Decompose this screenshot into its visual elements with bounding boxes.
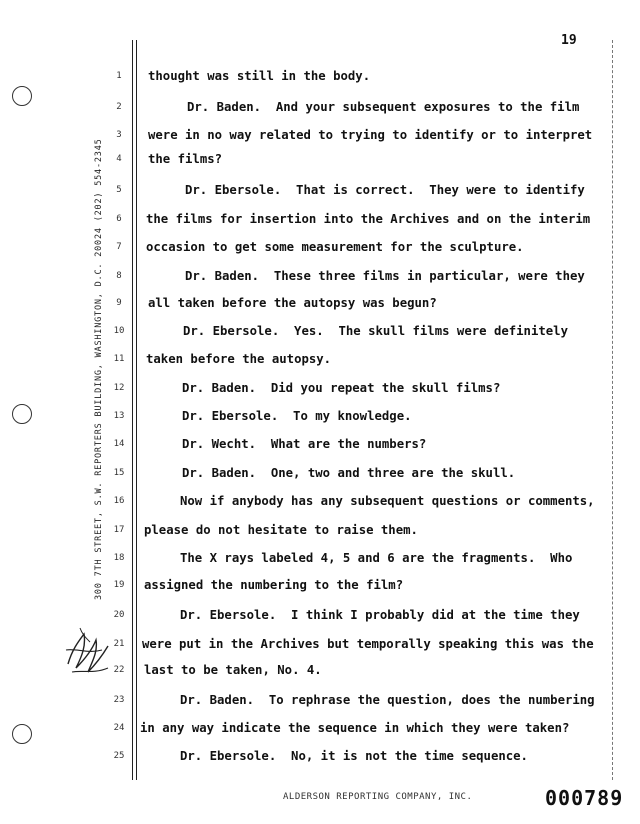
line-number: 3 <box>116 130 122 140</box>
line-number: 15 <box>113 468 125 478</box>
transcript-line: please do not hesitate to raise them. <box>144 523 418 537</box>
transcript-line: Dr. Baden. To rephrase the question, does the numbering <box>180 693 595 707</box>
line-number: 13 <box>113 411 125 421</box>
line-number: 23 <box>113 695 125 705</box>
line-number: 24 <box>113 723 125 733</box>
transcript-line: Dr. Ebersole. To my knowledge. <box>182 409 412 423</box>
transcript-line: Dr. Ebersole. I think I probably did at the time they <box>180 608 580 622</box>
line-number: 14 <box>113 439 125 449</box>
transcript-line: all taken before the autopsy was begun? <box>148 296 437 310</box>
reporter-address-margin: 300 7TH STREET, S.W. REPORTERS BUILDING, WASHINGTON, D.C. 20024 (202) 554-2345 <box>94 138 104 600</box>
transcript-line: in any way indicate the sequence in which they were taken? <box>140 721 570 735</box>
line-number: 18 <box>113 553 125 563</box>
transcript-line: were in no way related to trying to identify or to interpret <box>148 128 593 142</box>
line-number: 12 <box>113 383 125 393</box>
line-number: 21 <box>113 639 125 649</box>
transcript-line: Dr. Ebersole. No, it is not the time sequence. <box>180 749 528 763</box>
line-number: 8 <box>116 271 122 281</box>
transcript-line: the films? <box>148 152 223 166</box>
line-number: 16 <box>113 496 125 506</box>
line-number: 10 <box>113 326 125 336</box>
transcript-line: thought was still in the body. <box>148 69 371 83</box>
punch-hole-middle <box>12 404 32 424</box>
transcript-line: Dr. Ebersole. Yes. The skull films were definitely <box>183 324 568 338</box>
transcript-line: last to be taken, No. 4. <box>144 663 322 677</box>
line-number: 22 <box>113 665 125 675</box>
transcript-line: taken before the autopsy. <box>146 352 332 366</box>
line-number: 11 <box>113 354 125 364</box>
transcript-line: Dr. Baden. Did you repeat the skull films? <box>182 381 501 395</box>
transcript-line: Dr. Ebersole. That is correct. They were to identify <box>185 183 585 197</box>
line-number: 6 <box>116 214 122 224</box>
transcript-line: were put in the Archives but temporally speaking this was the <box>142 637 594 651</box>
transcript-line: Dr. Wecht. What are the numbers? <box>182 437 427 451</box>
transcript-line: Dr. Baden. These three films in particular, were they <box>185 269 585 283</box>
line-number: 2 <box>116 102 122 112</box>
transcript-line: The X rays labeled 4, 5 and 6 are the fragments. Who <box>180 551 573 565</box>
transcript-line: the films for insertion into the Archives and on the interim <box>146 212 591 226</box>
transcript-line: Dr. Baden. And your subsequent exposures to the film <box>187 100 580 114</box>
line-number: 4 <box>116 154 122 164</box>
line-number: 1 <box>116 71 122 81</box>
punch-hole-top <box>12 86 32 106</box>
line-number: 20 <box>113 610 125 620</box>
left-margin-rule-outer <box>132 40 133 780</box>
reporting-company-footer: ALDERSON REPORTING COMPANY, INC. <box>283 792 473 802</box>
right-margin-rule <box>612 40 613 780</box>
line-number: 9 <box>116 298 122 308</box>
transcript-line: Dr. Baden. One, two and three are the skull. <box>182 466 516 480</box>
line-number: 25 <box>113 751 125 761</box>
transcript-line: assigned the numbering to the film? <box>144 578 404 592</box>
transcript-line: Now if anybody has any subsequent questions or comments, <box>180 494 595 508</box>
page-number: 19 <box>561 33 577 48</box>
line-number: 19 <box>113 580 125 590</box>
left-margin-rule-inner <box>136 40 137 780</box>
transcript-line: occasion to get some measurement for the sculpture. <box>146 240 524 254</box>
line-number: 17 <box>113 525 125 535</box>
line-number: 5 <box>116 185 122 195</box>
bates-number: 000789 <box>545 786 624 810</box>
handwritten-signature <box>62 620 114 680</box>
line-number: 7 <box>116 242 122 252</box>
punch-hole-bottom <box>12 724 32 744</box>
